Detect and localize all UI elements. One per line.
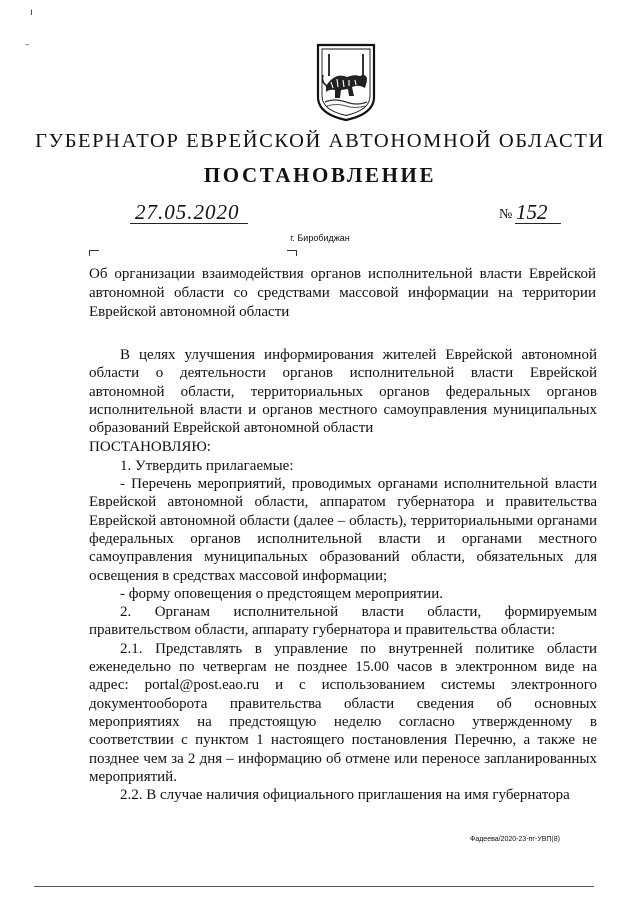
scan-mark: ı — [30, 7, 33, 18]
intro-paragraph: В целях улучшения информирования жителей Еврейской автономной области о деятельности органов исполнительной власти Еврейской автономной области, территориальных органов федеральных органов исполнительной власти и органов местного самоуправления муниципальных образований Еврейской автономной области — [89, 347, 597, 437]
document-type: ПОСТАНОВЛЕНИЕ — [203, 163, 437, 187]
document-number: 152 — [516, 200, 548, 224]
date-underline — [130, 223, 248, 224]
resolve-heading: ПОСТАНОВЛЯЮ: — [89, 439, 211, 456]
clause-1-item-b: - форму оповещения о предстоящем мероприятии. — [120, 585, 443, 602]
document-body — [89, 346, 597, 804]
subject-bracket-left — [89, 250, 99, 256]
clause-2: 2. Органам исполнительной власти области, формируемым правительством области, аппарату губернатора и правительства области: — [89, 604, 597, 639]
scan-mark: – — [25, 40, 30, 50]
document-date: 27.05.2020 — [135, 200, 240, 224]
page-title: ГУБЕРНАТОР ЕВРЕЙСКОЙ АВТОНОМНОЙ ОБЛАСТИ — [35, 130, 605, 152]
clause-1: 1. Утвердить прилагаемые: — [120, 457, 294, 474]
city: г. Биробиджан — [290, 233, 350, 243]
clause-2-2: 2.2. В случае наличия официального приглашения на имя губернатора — [120, 787, 570, 804]
document-subject: Об организации взаимодействия органов исполнительной власти Еврейской автономной области со средствами массовой информации на территории Еврейской автономной области — [89, 266, 596, 320]
coat-of-arms-tiger-icon — [313, 42, 379, 122]
number-underline — [515, 223, 561, 224]
clause-2-1: 2.1. Представлять в управление по внутренней политике области еженедельно по четвергам не позднее 15.00 часов в электронном виде на адрес: portal@post.eao.ru и с использованием системы электронного документооборота правительства области сведения об основных мероприятиях на предстоящую неделю согласно утвержденному в соответствии с пунктом 1 настоящего постановления Перечню, а также не позднее чем за 2 дня – информацию об отмене или переносе запланированных мероприятий. — [89, 640, 597, 785]
number-label: № — [499, 207, 513, 222]
subject-bracket-right — [287, 250, 297, 256]
footer-code: Фадеева/2020-23-пг-УВП(8) — [470, 836, 560, 843]
page-bottom-line — [34, 886, 594, 887]
clause-1-item-a: - Перечень мероприятий, проводимых органами исполнительной власти Еврейской автономной области, аппаратом губернатора и правительства Еврейской автономной области (далее – область), территориальными органами федеральных органов исполнительной власти и органами местного самоуправления муниципальных образований области, обязательных для освещения в средствах массовой информации; — [89, 476, 597, 584]
